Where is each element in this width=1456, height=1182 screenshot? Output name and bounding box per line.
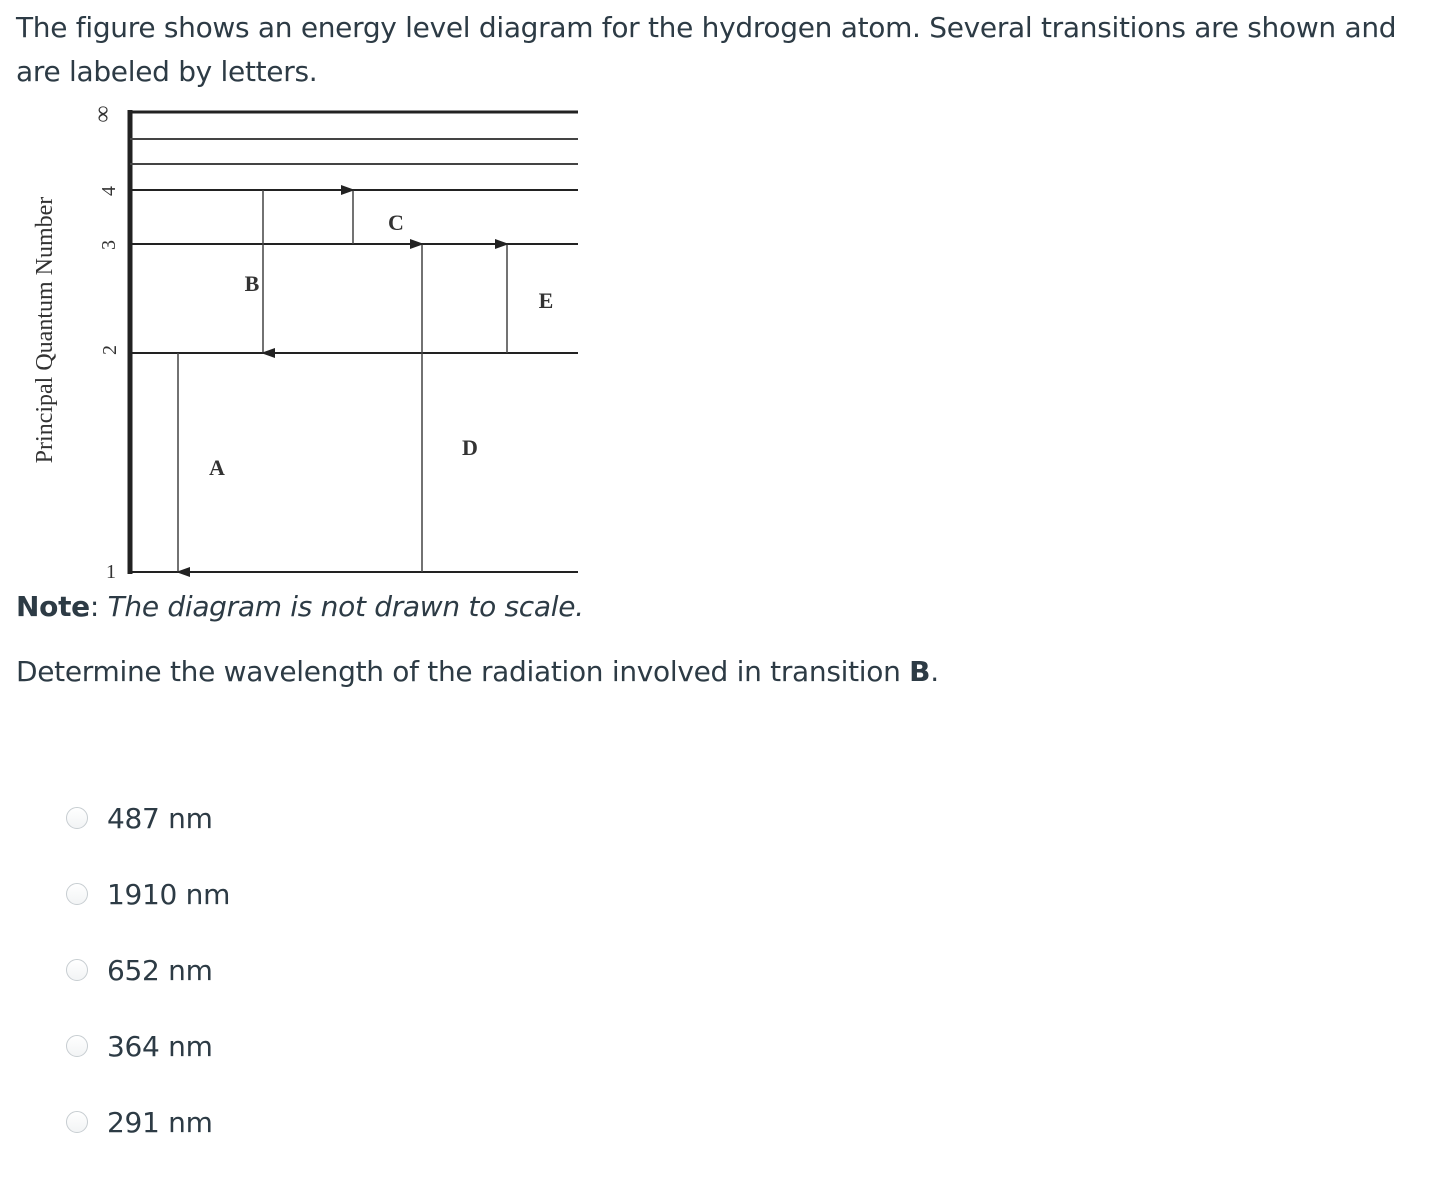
option-label: 291 nm <box>107 1105 213 1139</box>
option-label: 364 nm <box>107 1029 213 1063</box>
answer-option[interactable] <box>66 1008 230 1084</box>
option-label: 1910 nm <box>107 877 231 911</box>
answer-option[interactable] <box>66 1084 230 1160</box>
question-prompt <box>16 650 939 694</box>
note-label: Note <box>16 590 90 623</box>
level-label-infinity: ∞ <box>90 105 116 123</box>
answer-option[interactable] <box>66 856 230 932</box>
note <box>16 585 584 629</box>
level-label-4: 4 <box>98 186 120 196</box>
transition-label-a: A <box>209 455 225 480</box>
transition-label-e: E <box>538 288 554 313</box>
option-label: 487 nm <box>107 801 213 835</box>
radio-button[interactable] <box>66 807 88 829</box>
radio-button[interactable] <box>66 883 88 905</box>
transition-label-c: C <box>388 210 404 235</box>
answer-option[interactable] <box>66 780 230 856</box>
prompt-text: Determine the wavelength of the radiation involved in transition <box>16 655 910 688</box>
note-text: The diagram is not drawn to scale. <box>107 590 584 623</box>
option-label: 652 nm <box>107 953 213 987</box>
answer-option[interactable] <box>66 932 230 1008</box>
answer-options <box>66 780 230 1160</box>
transition-label-b: B <box>244 271 260 296</box>
level-label-1: 1 <box>106 561 116 581</box>
note-separator: : <box>89 590 108 623</box>
question-intro: The figure shows an energy level diagram for the hydrogen atom. Several transitions are shown and are labeled by letters. <box>16 11 1397 88</box>
radio-button[interactable] <box>66 1035 88 1057</box>
level-label-2: 2 <box>99 345 121 355</box>
axis-label: Principal Quantum Number <box>32 196 58 464</box>
prompt-highlight: B <box>909 655 931 688</box>
energy-level-diagram <box>0 96 600 581</box>
radio-button[interactable] <box>66 1111 88 1133</box>
prompt-suffix: . <box>930 655 939 688</box>
level-label-3: 3 <box>98 240 120 250</box>
radio-button[interactable] <box>66 959 88 981</box>
transition-label-d: D <box>462 435 478 460</box>
